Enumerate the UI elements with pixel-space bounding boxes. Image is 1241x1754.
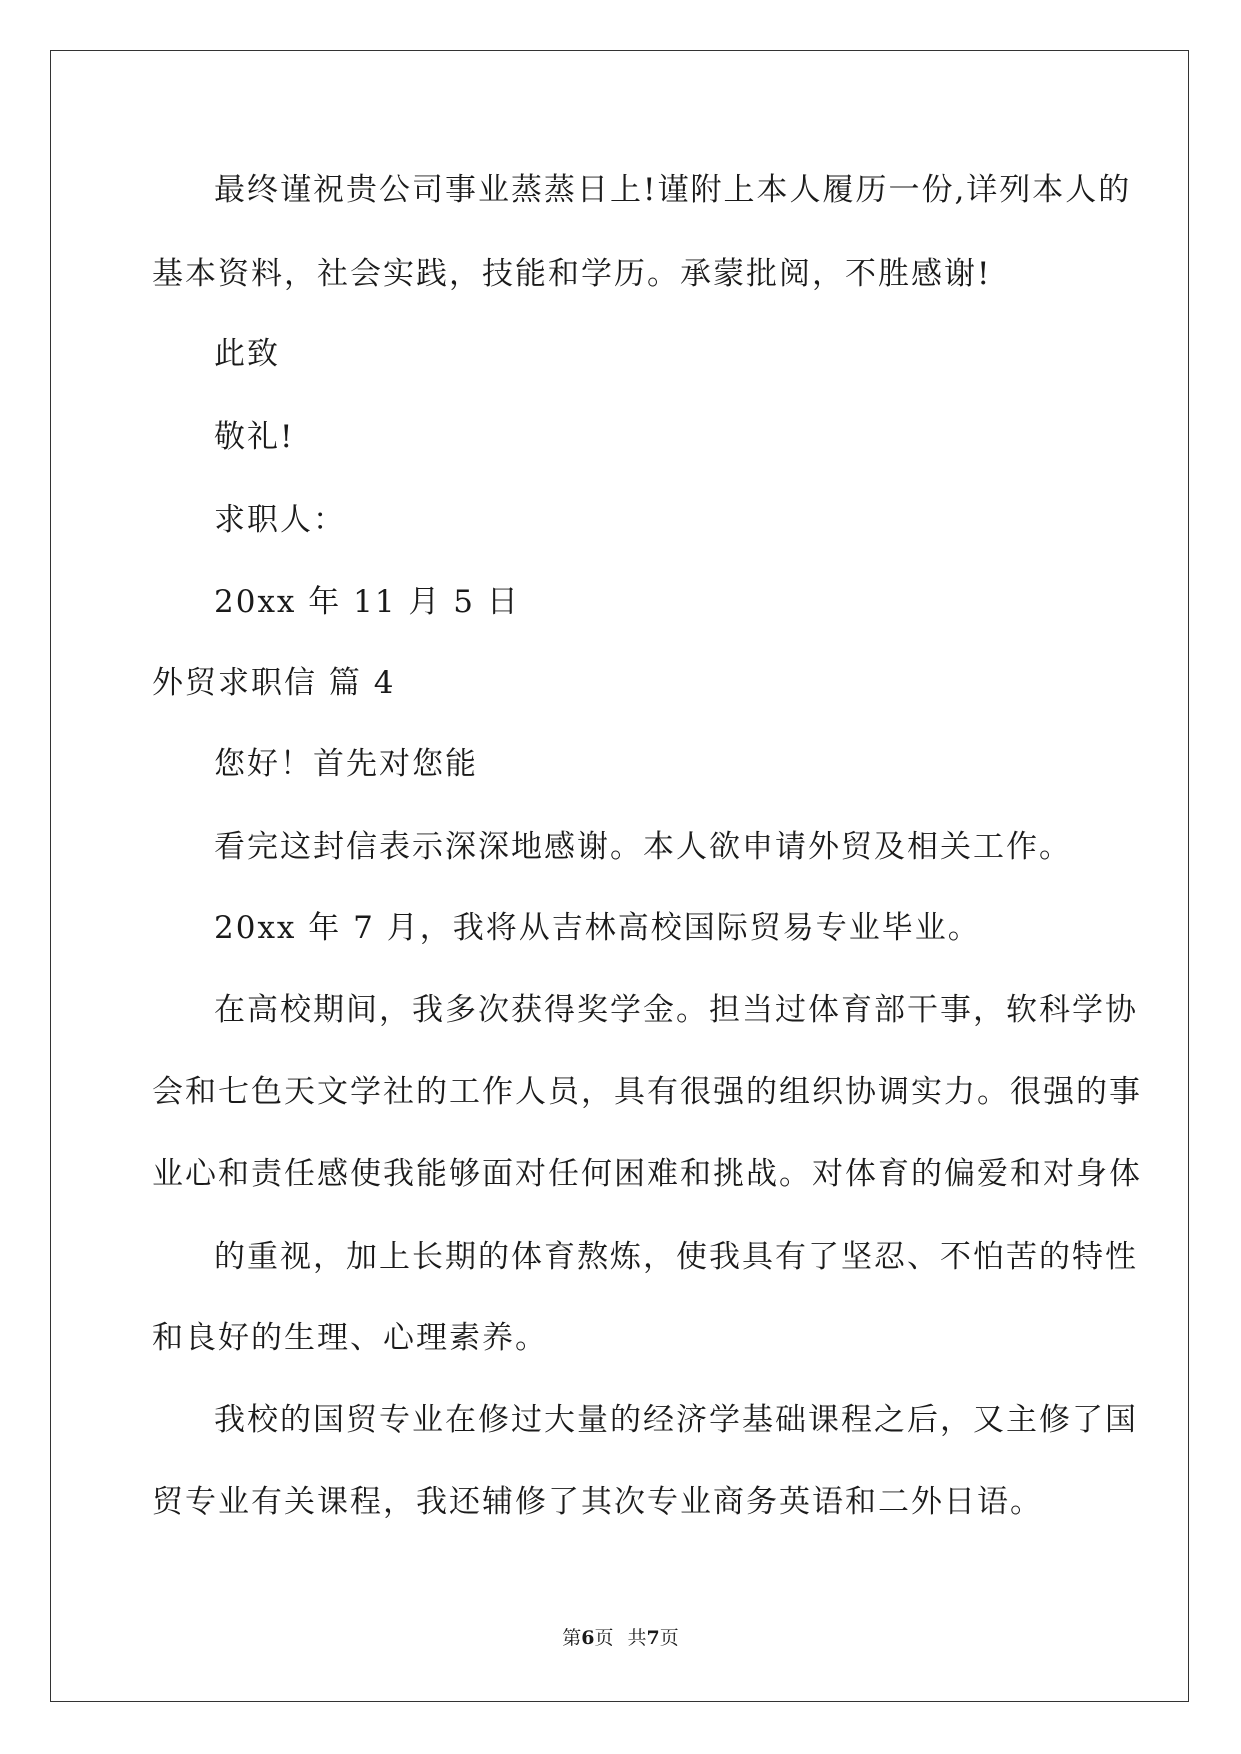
total-label-prefix: 共 xyxy=(627,1627,647,1649)
page-footer xyxy=(0,1627,1241,1649)
total-label-unit: 页 xyxy=(659,1627,679,1649)
page-label-unit: 页 xyxy=(594,1627,614,1649)
paragraph-line: 业心和责任感使我能够面对任何困难和挑战。对体育的偏爱和对身体 xyxy=(152,1156,1142,1192)
greeting: 您好！首先对您能 xyxy=(214,746,478,782)
page-border xyxy=(50,50,1189,1702)
paragraph-line: 的重视，加上长期的体育熬炼，使我具有了坚忍、不怕苦的特性 xyxy=(214,1239,1138,1275)
section-heading: 外贸求职信 篇 4 xyxy=(152,665,396,701)
closing-salutation: 此致 xyxy=(214,336,280,372)
total-page-number: 7 xyxy=(646,1627,660,1649)
paragraph-line: 我校的国贸专业在修过大量的经济学基础课程之后，又主修了国 xyxy=(214,1402,1138,1438)
letter-date: 20xx 年 11 月 5 日 xyxy=(214,584,520,620)
page-label-prefix: 第 xyxy=(562,1627,582,1649)
paragraph-line: 会和七色天文学社的工作人员，具有很强的组织协调实力。很强的事 xyxy=(152,1074,1142,1110)
paragraph-line: 看完这封信表示深深地感谢。本人欲申请外贸及相关工作。 xyxy=(214,829,1072,865)
paragraph-line: 20xx 年 7 月，我将从吉林高校国际贸易专业毕业。 xyxy=(214,910,981,946)
current-page-number: 6 xyxy=(581,1627,595,1649)
paragraph-line: 最终谨祝贵公司事业蒸蒸日上!谨附上本人履历一份,详列本人的 xyxy=(214,172,1132,208)
paragraph-line: 在高校期间，我多次获得奖学金。担当过体育部干事，软科学协 xyxy=(214,992,1138,1028)
signature-label: 求职人： xyxy=(214,502,346,538)
closing-regards: 敬礼! xyxy=(214,419,295,455)
paragraph-line: 基本资料，社会实践，技能和学历。承蒙批阅，不胜感谢! xyxy=(152,256,992,292)
paragraph-line: 贸专业有关课程，我还辅修了其次专业商务英语和二外日语。 xyxy=(152,1484,1043,1520)
paragraph-line: 和良好的生理、心理素养。 xyxy=(152,1320,548,1356)
